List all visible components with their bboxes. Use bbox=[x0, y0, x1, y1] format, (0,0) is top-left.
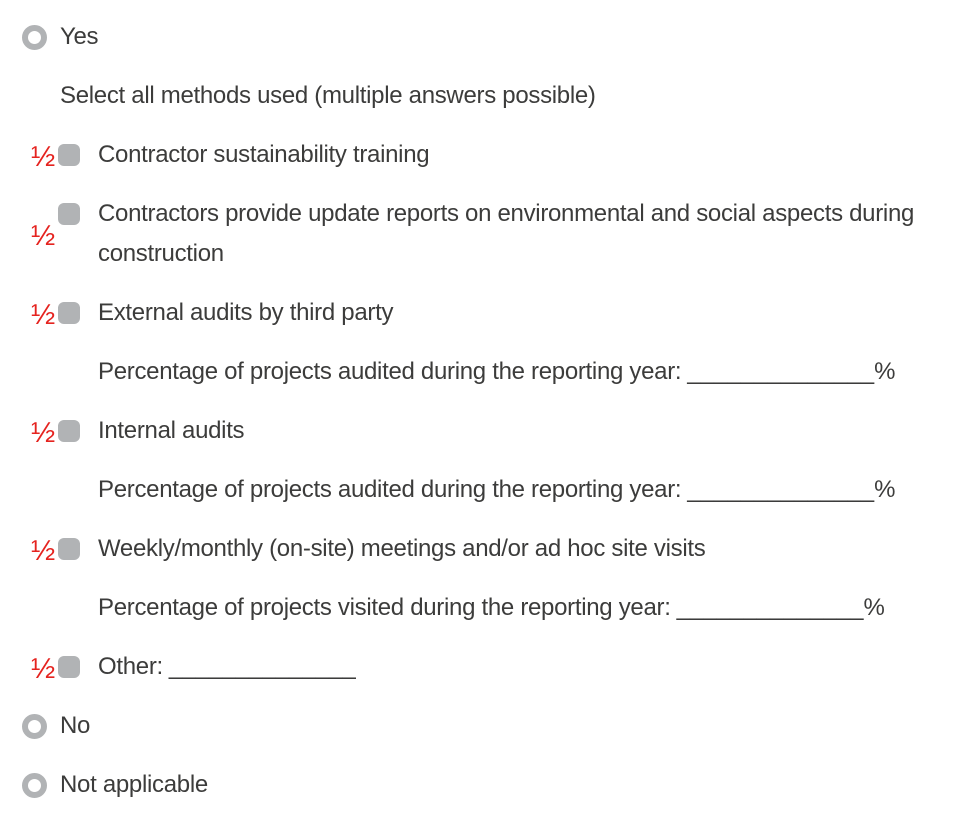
checkbox-label: Contractors provide update reports on environmental and social aspects during construction bbox=[98, 200, 915, 267]
percent-sign: % bbox=[874, 358, 896, 385]
checkbox-label: Contractor sustainability training bbox=[98, 141, 430, 168]
followup-row-internal-audits bbox=[98, 470, 936, 510]
half-weight-mark: ½ bbox=[31, 652, 56, 685]
percentage-blank-field[interactable]: ______________ bbox=[676, 594, 864, 621]
checkbox-update-reports[interactable] bbox=[58, 203, 80, 225]
checkbox-label-other bbox=[98, 647, 356, 687]
radio-no-label: No bbox=[60, 712, 91, 739]
checkbox-cell bbox=[58, 293, 80, 333]
method-row-contractor-training bbox=[22, 135, 936, 175]
methods-prompt: Select all methods used (multiple answers possible) bbox=[60, 82, 596, 109]
other-blank-field[interactable]: ______________ bbox=[168, 653, 356, 680]
radio-no[interactable] bbox=[22, 714, 47, 739]
option-row-not-applicable bbox=[22, 765, 936, 805]
checkbox-other[interactable] bbox=[58, 656, 80, 678]
followup-text: Percentage of projects audited during the reporting year: bbox=[98, 476, 682, 503]
half-weight-mark: ½ bbox=[31, 298, 56, 331]
method-row-other bbox=[22, 647, 936, 687]
option-row-yes bbox=[22, 17, 936, 57]
checkbox-cell bbox=[58, 135, 80, 175]
percentage-blank-field[interactable]: ______________ bbox=[687, 476, 875, 503]
method-row-update-reports bbox=[22, 194, 936, 274]
method-row-meetings-visits bbox=[22, 529, 936, 569]
checkbox-label: External audits by third party bbox=[98, 299, 394, 326]
checkbox-label: Internal audits bbox=[98, 417, 245, 444]
option-row-no bbox=[22, 706, 936, 746]
half-weight-mark: ½ bbox=[31, 416, 56, 449]
radio-not-applicable-label: Not applicable bbox=[60, 771, 208, 798]
radio-yes[interactable] bbox=[22, 25, 47, 50]
percent-sign: % bbox=[863, 594, 885, 621]
followup-text: Percentage of projects visited during the reporting year: bbox=[98, 594, 671, 621]
other-label: Other: bbox=[98, 653, 163, 680]
checkbox-cell bbox=[58, 529, 80, 569]
method-row-internal-audits bbox=[22, 411, 936, 451]
checkbox-cell bbox=[58, 647, 80, 687]
method-row-external-audits bbox=[22, 293, 936, 333]
radio-not-applicable[interactable] bbox=[22, 773, 47, 798]
followup-row-meetings-visits bbox=[98, 588, 936, 628]
checkbox-external-audits[interactable] bbox=[58, 302, 80, 324]
checkbox-internal-audits[interactable] bbox=[58, 420, 80, 442]
radio-yes-label: Yes bbox=[60, 23, 99, 50]
percent-sign: % bbox=[874, 476, 896, 503]
checkbox-label: Weekly/monthly (on-site) meetings and/or ad hoc site visits bbox=[98, 535, 706, 562]
checkbox-cell bbox=[58, 411, 80, 451]
methods-prompt-row bbox=[60, 76, 936, 116]
checkbox-meetings-visits[interactable] bbox=[58, 538, 80, 560]
followup-row-external-audits bbox=[98, 352, 936, 392]
half-weight-mark: ½ bbox=[31, 219, 56, 252]
followup-text: Percentage of projects audited during the reporting year: bbox=[98, 358, 682, 385]
half-weight-mark: ½ bbox=[31, 140, 56, 173]
checkbox-contractor-training[interactable] bbox=[58, 144, 80, 166]
percentage-blank-field[interactable]: ______________ bbox=[687, 358, 875, 385]
half-weight-mark: ½ bbox=[31, 534, 56, 567]
checkbox-cell bbox=[58, 194, 80, 234]
